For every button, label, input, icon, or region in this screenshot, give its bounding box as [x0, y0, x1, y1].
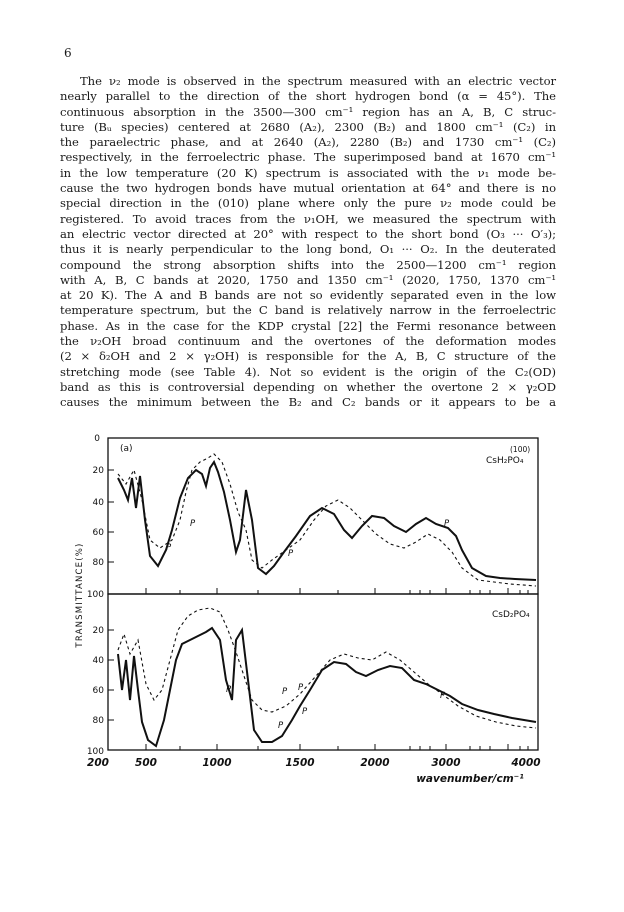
curve-marker: P	[226, 685, 232, 695]
curve-marker: P	[444, 519, 450, 529]
text-line: band as this is controversial depending on whether the overtone 2 × γ₂OD	[60, 379, 556, 394]
top-panel-frame	[108, 438, 538, 594]
top-y-tick: 80	[92, 558, 104, 568]
text-line: temperature spectrum, but the C band is relatively narrow in the ferroelectric	[60, 303, 556, 318]
text-line: causes the minimum between the B₂ and C₂ bands or it appears to be a	[60, 395, 556, 410]
text-line: the ν₂OH broad continuum and the overtones of the deformation modes	[60, 334, 556, 349]
compound-label-bottom: CsD₂PO₄	[492, 610, 530, 620]
page-number: 6	[64, 46, 72, 60]
bottom-spectrum-dashed	[118, 608, 536, 728]
orientation-label: (100)	[510, 445, 531, 454]
text-line: with A, B, C bands at 2020, 1750 and 1350 cm⁻¹ (2020, 1750, 1370 cm⁻¹	[60, 272, 556, 287]
text-line: in the low temperature (20 K) spectrum is associated with the ν₁ mode be-	[60, 165, 556, 180]
x-tick-label: 3000	[431, 757, 461, 769]
top-y-tick: 100	[86, 590, 104, 600]
text-line: compound the strong absorption shifts into the 2500—1200 cm⁻¹ region	[60, 257, 556, 272]
curve-marker: P	[440, 691, 446, 701]
compound-label-top: CsH₂PO₄	[486, 456, 524, 466]
text-line: ture (Bᵤ species) centered at 2680 (A₂), 2300 (B₂) and 1800 cm⁻¹ (C₂) in	[60, 119, 556, 134]
curve-marker: P	[302, 707, 308, 717]
bottom-y-tick: 60	[92, 686, 104, 696]
bottom-y-tick: 100	[86, 747, 104, 757]
text-line: the paraelectric phase, and at 2640 (A₂), 2280 (B₂) and 1730 cm⁻¹ (C₂)	[60, 135, 556, 150]
text-line: stretching mode (see Table 4). Not so evident is the origin of the C₂(OD)	[60, 364, 556, 379]
bottom-y-tick: 20	[92, 626, 104, 636]
curve-marker: P	[190, 519, 196, 529]
text-line: registered. To avoid traces from the ν₁OH, we measured the spectrum with	[60, 211, 556, 226]
curve-marker: P	[278, 721, 284, 731]
x-axis-label: wavenumber/cm⁻¹	[416, 773, 524, 785]
text-line: special direction in the (010) plane where only the pure ν₂ mode could be	[60, 196, 556, 211]
y-axis-label: TRANSMITTANCE(%)	[75, 542, 85, 648]
curve-marker: P	[298, 683, 304, 693]
x-tick-label: 500	[135, 757, 157, 769]
curve-marker: P	[282, 687, 288, 697]
x-tick-label: 1000	[202, 757, 232, 769]
x-tick-label: 4000	[511, 757, 541, 769]
text-line: cause the two hydrogen bonds have mutual orientation at 64° and there is no	[60, 181, 556, 196]
bottom-y-tick: 80	[92, 716, 104, 726]
text-line: thus it is nearly perpendicular to the long bond, O₁ ··· O₂. In the deuterated	[60, 242, 556, 257]
top-y-tick: 20	[92, 466, 104, 476]
bottom-spectrum-solid	[118, 628, 536, 746]
text-line: continuous absorption in the 3500—300 cm⁻¹ region has an A, B, C struc-	[60, 104, 556, 119]
curve-marker: P	[288, 549, 294, 559]
top-spectrum-solid	[118, 462, 536, 580]
text-line: The ν₂ mode is observed in the spectrum measured with an electric vector	[80, 74, 556, 88]
x-tick-label: 1500	[285, 757, 315, 769]
x-tick-label: 2000	[360, 757, 390, 769]
text-line: an electric vector directed at 20° with respect to the short bond (O₃ ··· O′₃);	[60, 226, 556, 241]
bottom-y-tick: 40	[92, 656, 104, 666]
text-line: nearly parallel to the direction of the short hydrogen bond (α = 45°). The	[60, 89, 556, 104]
bottom-panel-frame	[108, 594, 538, 750]
top-spectrum-dashed	[118, 454, 536, 586]
text-line: phase. As in the case for the KDP crystal [22] the Fermi resonance between	[60, 318, 556, 333]
x-tick-label: 200	[87, 757, 109, 769]
top-y-tick: 40	[92, 498, 104, 508]
text-line: (2 × δ₂OH and 2 × γ₂OH) is responsible for the A, B, C structure of the	[60, 349, 556, 364]
curve-marker: P	[166, 543, 172, 553]
top-y-tick: 0	[94, 434, 100, 444]
text-line: respectively, in the ferroelectric phase. The superimposed band at 1670 cm⁻¹	[60, 150, 556, 165]
panel-label: (a)	[120, 444, 133, 454]
top-y-tick: 60	[92, 528, 104, 538]
text-line: at 20 K). The A and B bands are not so evidently separated even in the low	[60, 288, 556, 303]
